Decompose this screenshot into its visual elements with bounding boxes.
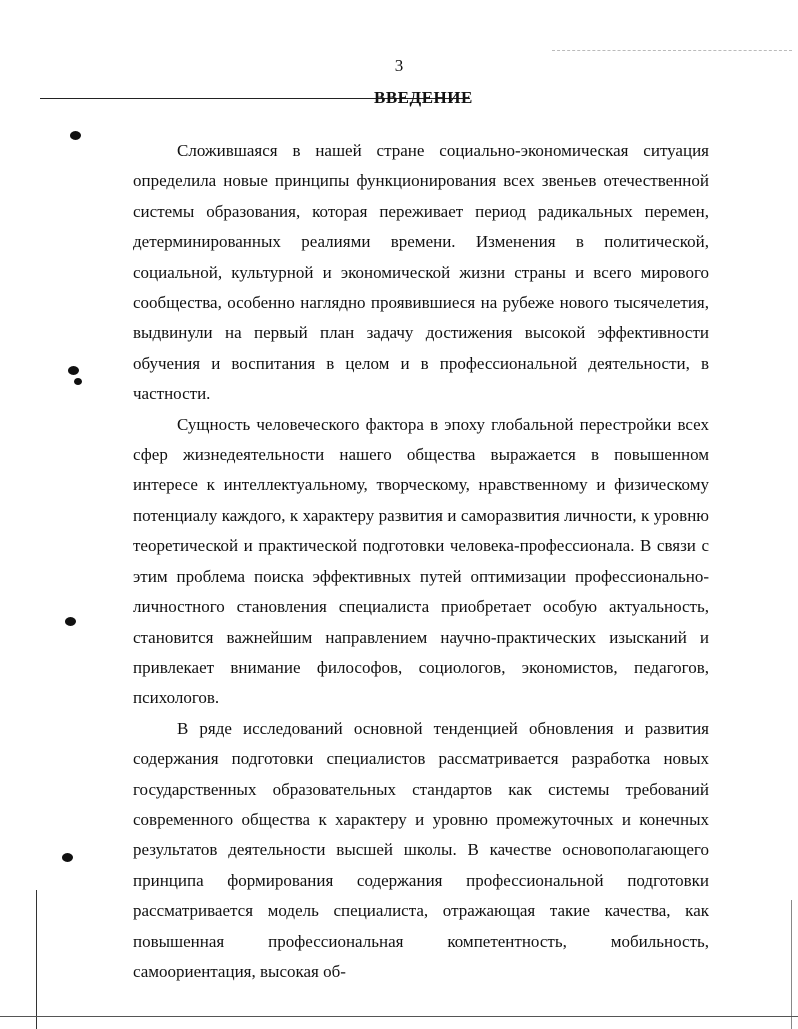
scan-artifact-line	[552, 50, 792, 51]
scan-left-edge	[36, 890, 37, 1029]
document-body	[133, 136, 709, 987]
binder-hole-3	[65, 617, 76, 626]
scan-right-edge	[791, 900, 792, 1029]
page-heading: ВВЕДЕНИЕ	[374, 88, 473, 107]
paragraph-2: Сущность человеческого фактора в эпоху глобальной перестройки всех сфер жизнедеятельности нашего общества выражается в повышенном интересе к интеллектуальному, творческому, нравственному и физическому потенциалу каждого, к характеру развития и саморазвития личности, к уровню теоретической и практической подготовки человека-профессионала. В связи с этим проблема поиска эффективных путей оптимизации профессионально-личностного становления специалиста приобретает особую актуальность, становится важнейшим направлением научно-практических изысканий и привлекает внимание философов, социологов, экономистов, педагогов, психологов.	[133, 414, 709, 708]
paragraph-3: В ряде исследований основной тенденцией обновления и развития содержания подготовки специалистов рассматривается разработка новых государственных образовательных стандартов как системы требований современного общества к характеру и уровню промежуточных и конечных результатов деятельности высшей школы. В качестве основополагающего принципа формирования содержания профессиональной подготовки рассматривается модель специалиста, отражающая такие качества, как повышенная профессиональная компетентность, мобильность, самоориентация, высокая об-	[133, 718, 709, 981]
binder-hole-4	[62, 853, 73, 862]
binder-hole-2b	[74, 378, 82, 385]
page-number: 3	[394, 56, 404, 75]
scan-bottom-edge	[0, 1016, 798, 1017]
paragraph-1: Сложившаяся в нашей стране социально-экономическая ситуация определила новые принципы функционирования всех звеньев отечественной системы образования, которая переживает период радикальных перемен, детерминированных реалиями времени. Изменения в политической, социальной, культурной и экономической жизни страны и всего мирового сообщества, особенно наглядно проявившиеся на рубеже нового тысячелетия, выдвинули на первый план задачу достижения высокой эффективности обучения и воспитания в целом и в профессиональной деятельности, в частности.	[133, 141, 709, 404]
binder-hole-2	[68, 366, 79, 375]
binder-hole-1	[70, 131, 81, 140]
